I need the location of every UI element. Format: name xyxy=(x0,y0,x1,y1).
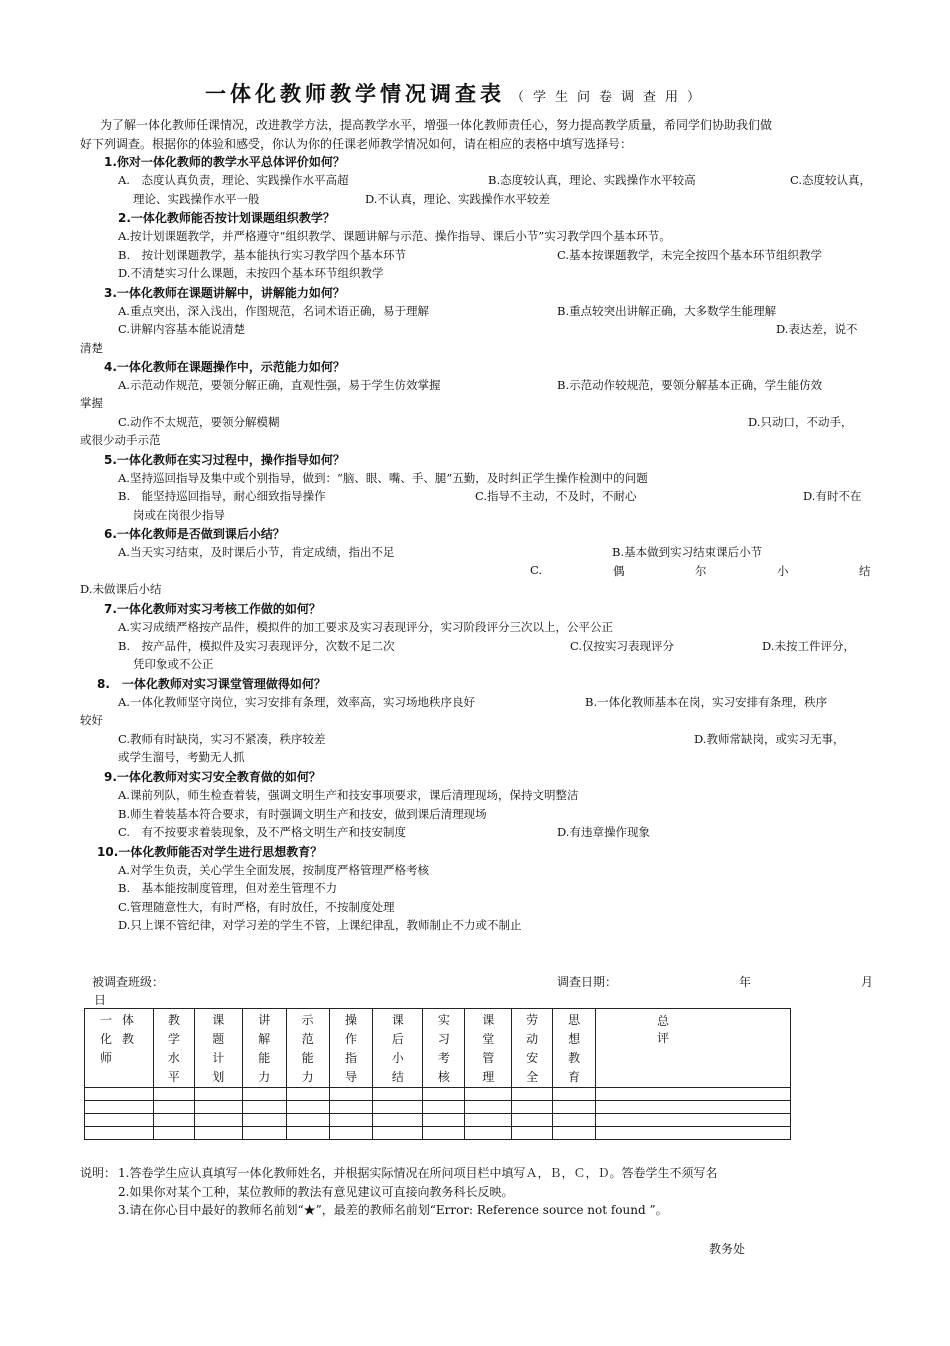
cell[interactable] xyxy=(194,1088,242,1101)
q7-option-a: A.实习成绩严格按产品件，模拟件的加工要求及实习表现评分，实习阶段评分三次以上，公平公正 xyxy=(118,620,613,634)
question-6: 6.一体化教师是否做到课后小结？ xyxy=(104,527,285,541)
q6-option-d: D.未做课后小结 xyxy=(80,582,162,596)
cell[interactable] xyxy=(153,1114,194,1127)
q8-option-b: B.一体化教师基本在岗，实习安排有条理，秩序 xyxy=(585,695,828,709)
cell[interactable] xyxy=(286,1127,329,1140)
cell[interactable] xyxy=(329,1101,373,1114)
question-3: 3.一体化教师在课题讲解中，讲解能力如何？ xyxy=(104,286,345,300)
cell[interactable] xyxy=(465,1101,512,1114)
header-summary-label: 课后小结 xyxy=(391,1013,404,1084)
q4-option-a: A.示范动作规范，要领分解正确，直观性强，易于学生仿效掌握 xyxy=(118,378,441,392)
cell[interactable] xyxy=(465,1114,512,1127)
question-1: 1.你对一体化教师的教学水平总体评价如何？ xyxy=(104,155,345,169)
q9-option-d: D.有违章操作现象 xyxy=(557,825,650,839)
q3-option-d: D.表达差，说不 xyxy=(776,322,858,336)
q9-option-c: C. 有不按要求着装现象，及不严格文明生产和技安制度 xyxy=(118,825,407,839)
cell[interactable] xyxy=(465,1088,512,1101)
question-10: 10.一体化教师能否对学生进行思想教育？ xyxy=(97,845,323,859)
q10-option-a: A.对学生负责，关心学生全面发展，按制度严格管理严格考核 xyxy=(118,863,429,877)
table-row xyxy=(85,1114,791,1127)
cell[interactable] xyxy=(286,1088,329,1101)
cell-overall[interactable] xyxy=(596,1127,791,1140)
q4-option-c: C.动作不太规范，要领分解模糊 xyxy=(118,415,280,429)
header-explanation-label: 讲解能力 xyxy=(258,1013,271,1084)
header-lesson-plan xyxy=(194,1009,242,1088)
cell[interactable] xyxy=(373,1127,423,1140)
q10-option-c: C.管理随意性大，有时严格，有时放任，不按制度处理 xyxy=(118,900,395,914)
table-row xyxy=(85,1101,791,1114)
header-lesson-plan-label: 课题计划 xyxy=(212,1013,225,1084)
q2-option-d: D.不清楚实习什么课题，未按四个基本环节组织教学 xyxy=(118,266,384,280)
evaluation-table xyxy=(84,1008,802,1140)
table-row xyxy=(85,1088,791,1101)
q6-option-c-char-4: 结 xyxy=(859,564,871,578)
page-title xyxy=(205,78,709,108)
header-assessment xyxy=(423,1009,465,1088)
q5-option-c: C.指导不主动，不及时，不耐心 xyxy=(475,489,637,503)
cell[interactable] xyxy=(373,1114,423,1127)
header-classroom-label: 课堂管理 xyxy=(482,1013,495,1084)
cell[interactable] xyxy=(553,1088,596,1101)
cell[interactable] xyxy=(423,1088,465,1101)
cell[interactable] xyxy=(153,1088,194,1101)
header-overall-label: 总 评 xyxy=(657,1014,802,1045)
q7-option-d-cont: 凭印象或不公正 xyxy=(133,657,214,671)
signature: 教务处 xyxy=(709,1242,746,1256)
header-teaching-level-label: 教学水平 xyxy=(167,1013,180,1084)
cell[interactable] xyxy=(153,1101,194,1114)
header-teacher-label: 一体化教师 xyxy=(99,1013,144,1065)
header-teacher xyxy=(85,1009,154,1088)
q1-option-d: D.不认真，理论、实践操作水平较差 xyxy=(365,192,550,206)
header-safety xyxy=(512,1009,553,1088)
cell[interactable] xyxy=(242,1127,286,1140)
q7-option-b: B. 按产品件，模拟件及实习表现评分，次数不足二次 xyxy=(118,639,395,653)
date-label: 调查日期： xyxy=(557,975,618,989)
q6-option-c-char-2: 尔 xyxy=(695,564,707,578)
intro-line-1: 为了解一体化教师任课情况，改进教学方法，提高教学水平，增强一体化教师责任心，努力提高教学质量，希同学们协助我们做 xyxy=(100,118,773,132)
header-explanation xyxy=(242,1009,286,1088)
header-demonstration xyxy=(286,1009,329,1088)
header-overall xyxy=(596,1009,802,1088)
q1-option-b: B.态度较认真，理论、实践操作水平较高 xyxy=(488,173,696,187)
cell[interactable] xyxy=(194,1101,242,1114)
cell[interactable] xyxy=(329,1088,373,1101)
header-assessment-label: 实习考核 xyxy=(437,1013,450,1084)
date-day: 日 xyxy=(94,993,107,1007)
cell-teacher[interactable] xyxy=(85,1088,154,1101)
q5-option-d: D.有时不在 xyxy=(803,489,862,503)
cell[interactable] xyxy=(553,1127,596,1140)
header-ideology xyxy=(553,1009,596,1088)
header-classroom xyxy=(465,1009,512,1088)
q6-option-a: A.当天实习结束，及时课后小节，肯定成绩，指出不足 xyxy=(118,545,395,559)
cell[interactable] xyxy=(286,1114,329,1127)
q2-option-a: A.按计划课题教学，并严格遵守“组织教学、课题讲解与示范、操作指导、课后小节”实习教学四个基本环节。 xyxy=(118,229,671,243)
q8-option-a: A.一体化教师坚守岗位，实习安排有条理，效率高，实习场地秩序良好 xyxy=(118,695,475,709)
header-safety-label: 劳动安全 xyxy=(526,1013,539,1084)
cell-overall[interactable] xyxy=(596,1114,791,1127)
cell[interactable] xyxy=(329,1127,373,1140)
q6-option-c-char-3: 小 xyxy=(777,564,789,578)
cell-teacher[interactable] xyxy=(85,1101,154,1114)
q9-option-a: A.课前列队，师生检查着装，强调文明生产和技安事项要求，课后清理现场，保持文明整洁 xyxy=(118,788,579,802)
question-2: 2.一体化教师能否按计划课题组织教学？ xyxy=(118,211,335,225)
cell[interactable] xyxy=(286,1101,329,1114)
question-5: 5.一体化教师在实习过程中，操作指导如何？ xyxy=(104,453,345,467)
q4-option-d-cont: 或很少动手示范 xyxy=(80,433,161,447)
table-header-row xyxy=(85,1009,791,1088)
q4-option-b: B.示范动作较规范，要领分解基本正确，学生能仿效 xyxy=(557,378,823,392)
cell[interactable] xyxy=(373,1101,423,1114)
q1-option-a: A. 态度认真负责，理论、实践操作水平高超 xyxy=(118,173,349,187)
class-label: 被调查班级： xyxy=(92,975,165,989)
q9-option-b: B.师生着装基本符合要求，有时强调文明生产和技安，做到课后清理现场 xyxy=(118,807,487,821)
q3-option-c: C.讲解内容基本能说清楚 xyxy=(118,322,246,336)
q5-option-b: B. 能坚持巡回指导，耐心细致指导操作 xyxy=(118,489,326,503)
q1-option-c-cont: 理论、实践操作水平一般 xyxy=(133,192,260,206)
cell-overall[interactable] xyxy=(596,1101,791,1114)
q8-option-d-cont: 或学生溜号，考勤无人抓 xyxy=(118,750,245,764)
cell[interactable] xyxy=(553,1101,596,1114)
q8-option-b-cont: 较好 xyxy=(80,713,103,727)
cell[interactable] xyxy=(242,1101,286,1114)
q7-option-c: C.仅按实习表现评分 xyxy=(570,639,675,653)
q8-option-c: C.教师有时缺岗，实习不紧凑，秩序较差 xyxy=(118,732,326,746)
cell-overall[interactable] xyxy=(596,1088,791,1101)
cell-teacher[interactable] xyxy=(85,1114,154,1127)
question-9: 9.一体化教师对实习安全教育做的如何？ xyxy=(104,770,321,784)
q5-option-a: A.坚持巡回指导及集中或个别指导，做到：“脑、眼、嘴、手、腿”五勤，及时纠正学生操作检测中的问题 xyxy=(118,471,648,485)
note-1: 1.答卷学生应认真填写一体化教师姓名，并根据实际情况在所问项目栏中填写Ａ，Ｂ，Ｃ，Ｄ。答卷学生不须写名 xyxy=(118,1166,718,1180)
intro-line-2: 好下列调查。根据你的体验和感受，你认为你的任课老师教学情况如何，请在相应的表格中填写选择号： xyxy=(80,137,633,151)
q2-option-b: B. 按计划课题教学，基本能执行实习教学四个基本环节 xyxy=(118,248,407,262)
q3-option-b: B.重点较突出讲解正确，大多数学生能理解 xyxy=(557,304,777,318)
cell[interactable] xyxy=(373,1088,423,1101)
q6-option-b: B.基本做到实习结束课后小节 xyxy=(612,545,763,559)
cell[interactable] xyxy=(512,1101,553,1114)
q1-option-c: C.态度较认真， xyxy=(790,173,872,187)
q6-option-c-char-1: 偶 xyxy=(613,564,625,578)
cell[interactable] xyxy=(465,1127,512,1140)
table-row xyxy=(85,1127,791,1140)
cell[interactable] xyxy=(194,1114,242,1127)
cell[interactable] xyxy=(242,1114,286,1127)
q4-option-b-cont: 掌握 xyxy=(80,396,103,410)
cell[interactable] xyxy=(423,1127,465,1140)
header-guidance-label: 操作指导 xyxy=(345,1013,358,1084)
q4-option-d: D.只动口，不动手， xyxy=(748,415,853,429)
question-8: 8. 一体化教师对实习课堂管理做得如何？ xyxy=(97,677,326,691)
q10-option-d: D.只上课不管纪律，对学习差的学生不管，上课纪律乱，教师制止不力或不制止 xyxy=(118,918,522,932)
q3-option-d-cont: 清楚 xyxy=(80,341,103,355)
cell[interactable] xyxy=(194,1127,242,1140)
q3-option-a: A.重点突出，深入浅出，作图规范，名词术语正确，易于理解 xyxy=(118,304,429,318)
q2-option-c: C.基本按课题教学，未完全按四个基本环节组织教学 xyxy=(557,248,823,262)
note-3: 3.请在你心目中最好的教师名前划“★”，最差的教师名前划“Error: Reference source not found ”。 xyxy=(118,1203,668,1217)
cell[interactable] xyxy=(512,1088,553,1101)
header-demonstration-label: 示范能力 xyxy=(301,1013,314,1084)
cell[interactable] xyxy=(153,1127,194,1140)
cell[interactable] xyxy=(512,1114,553,1127)
cell[interactable] xyxy=(512,1127,553,1140)
q10-option-b: B. 基本能按制度管理，但对差生管理不力 xyxy=(118,881,338,895)
date-month: 月 xyxy=(861,975,874,989)
date-year: 年 xyxy=(739,975,752,989)
q6-option-c: C. xyxy=(530,563,543,577)
header-teaching-level xyxy=(153,1009,194,1088)
cell[interactable] xyxy=(553,1114,596,1127)
header-summary xyxy=(373,1009,423,1088)
cell[interactable] xyxy=(423,1114,465,1127)
q7-option-d: D.未按工件评分， xyxy=(762,639,855,653)
title-main: 一体化教师教学情况调查表 xyxy=(205,82,505,106)
cell-teacher[interactable] xyxy=(85,1127,154,1140)
question-4: 4.一体化教师在课题操作中，示范能力如何？ xyxy=(104,360,345,374)
header-ideology-label: 思想教育 xyxy=(568,1013,581,1084)
cell[interactable] xyxy=(423,1101,465,1114)
cell[interactable] xyxy=(242,1088,286,1101)
title-subtitle: （学生问卷调查用） xyxy=(511,90,710,105)
note-2: 2.如果你对某个工种，某位教师的教法有意见建议可直接向教务科长反映。 xyxy=(118,1185,514,1199)
notes-label: 说明： xyxy=(80,1166,117,1180)
q8-option-d: D.教师常缺岗，或实习无事， xyxy=(694,732,845,746)
q5-option-d-cont: 岗或在岗很少指导 xyxy=(133,508,225,522)
cell[interactable] xyxy=(329,1114,373,1127)
question-7: 7.一体化教师对实习考核工作做的如何？ xyxy=(104,602,321,616)
header-guidance xyxy=(329,1009,373,1088)
